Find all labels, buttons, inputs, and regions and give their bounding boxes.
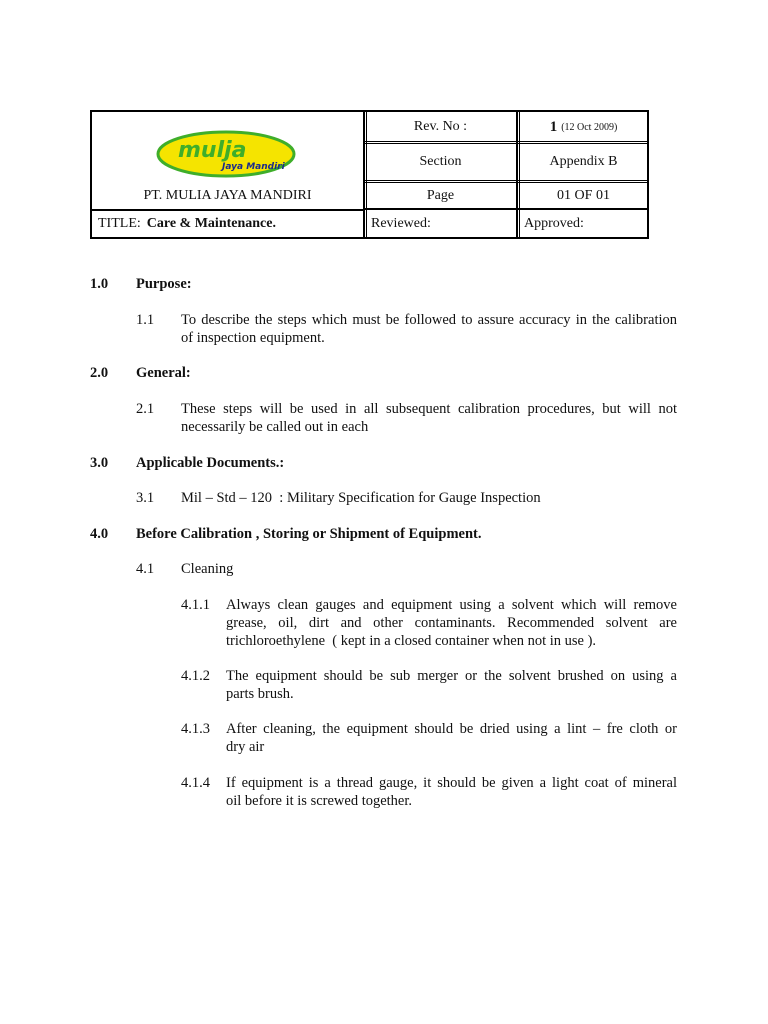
paragraph [226, 596, 677, 650]
rev-label: Rev. No : [413, 119, 468, 134]
subsection-title: Cleaning [181, 561, 234, 577]
paragraph-line: necessarily be called out in each [181, 419, 369, 435]
section-number: 2.0 [90, 365, 109, 381]
paragraph [181, 400, 677, 436]
paragraph-line: parts brush. [226, 686, 294, 702]
section-label: Section [419, 154, 462, 169]
company-logo [156, 130, 296, 178]
title-row [92, 209, 363, 237]
paragraph [226, 667, 677, 703]
document-header-table [90, 110, 649, 239]
paragraph-line: oil before it is screwed together. [226, 793, 413, 809]
title-label: TITLE: [98, 216, 141, 231]
item-number: 4.1.2 [181, 668, 210, 684]
paragraph-line: Mil – Std – 120 : Military Specification for Gauge Inspection [181, 490, 541, 506]
subsection-number: 4.1 [136, 561, 155, 577]
subsection-number: 1.1 [136, 312, 155, 328]
section-number: 3.0 [90, 455, 109, 471]
rev-value-cell [518, 112, 649, 142]
page-label: Page [426, 187, 455, 203]
paragraph-line: grease, oil, dirt and other contaminants. Recommended solvent are [226, 615, 677, 631]
paragraph [226, 774, 677, 810]
paragraph-line: After cleaning, the equipment should be dried using a lint – fre cloth or [226, 721, 677, 737]
paragraph-line: of inspection equipment. [181, 330, 325, 346]
paragraph-line: Always clean gauges and equipment using a solvent which will remove [226, 597, 677, 613]
section-heading: Purpose: [136, 276, 192, 292]
paragraph-line: To describe the steps which must be followed to assure accuracy in the calibration [181, 312, 677, 328]
paragraph [226, 720, 677, 756]
item-number: 4.1.4 [181, 775, 210, 791]
paragraph [181, 311, 677, 347]
page-value: 01 OF 01 [557, 187, 610, 203]
rev-date: (12 Oct 2009) [561, 121, 618, 133]
subsection-number: 2.1 [136, 401, 155, 417]
item-number: 4.1.3 [181, 721, 210, 737]
approved-label: Approved: [524, 216, 584, 231]
paragraph-line: If equipment is a thread gauge, it should be given a light coat of mineral [226, 775, 677, 791]
section-heading: General: [136, 365, 191, 381]
paragraph-line: The equipment should be sub merger or the solvent brushed on using a [226, 668, 677, 684]
paragraph-line: These steps will be used in all subsequent calibration procedures, but will not [181, 401, 677, 417]
logo-area [92, 112, 363, 182]
paragraph-line: trichloroethylene ( kept in a closed container when not in use ). [226, 633, 597, 649]
section-number: 4.0 [90, 526, 109, 542]
company-name: PT. MULIA JAYA MANDIRI [143, 187, 312, 203]
section-value: Appendix B [549, 154, 618, 169]
rev-number: 1 [549, 118, 558, 135]
item-number: 4.1.1 [181, 597, 210, 613]
logo-sub-text: Jaya Mandiri [222, 162, 285, 172]
logo-main-text: mulja [178, 138, 247, 163]
paragraph-line: dry air [226, 739, 265, 755]
subsection-number: 3.1 [136, 490, 155, 506]
reviewed-label: Reviewed: [371, 216, 431, 231]
section-heading: Before Calibration , Storing or Shipment of Equipment. [136, 526, 482, 542]
section-number: 1.0 [90, 276, 109, 292]
document-title: Care & Maintenance. [146, 216, 276, 231]
section-heading: Applicable Documents.: [136, 455, 285, 471]
